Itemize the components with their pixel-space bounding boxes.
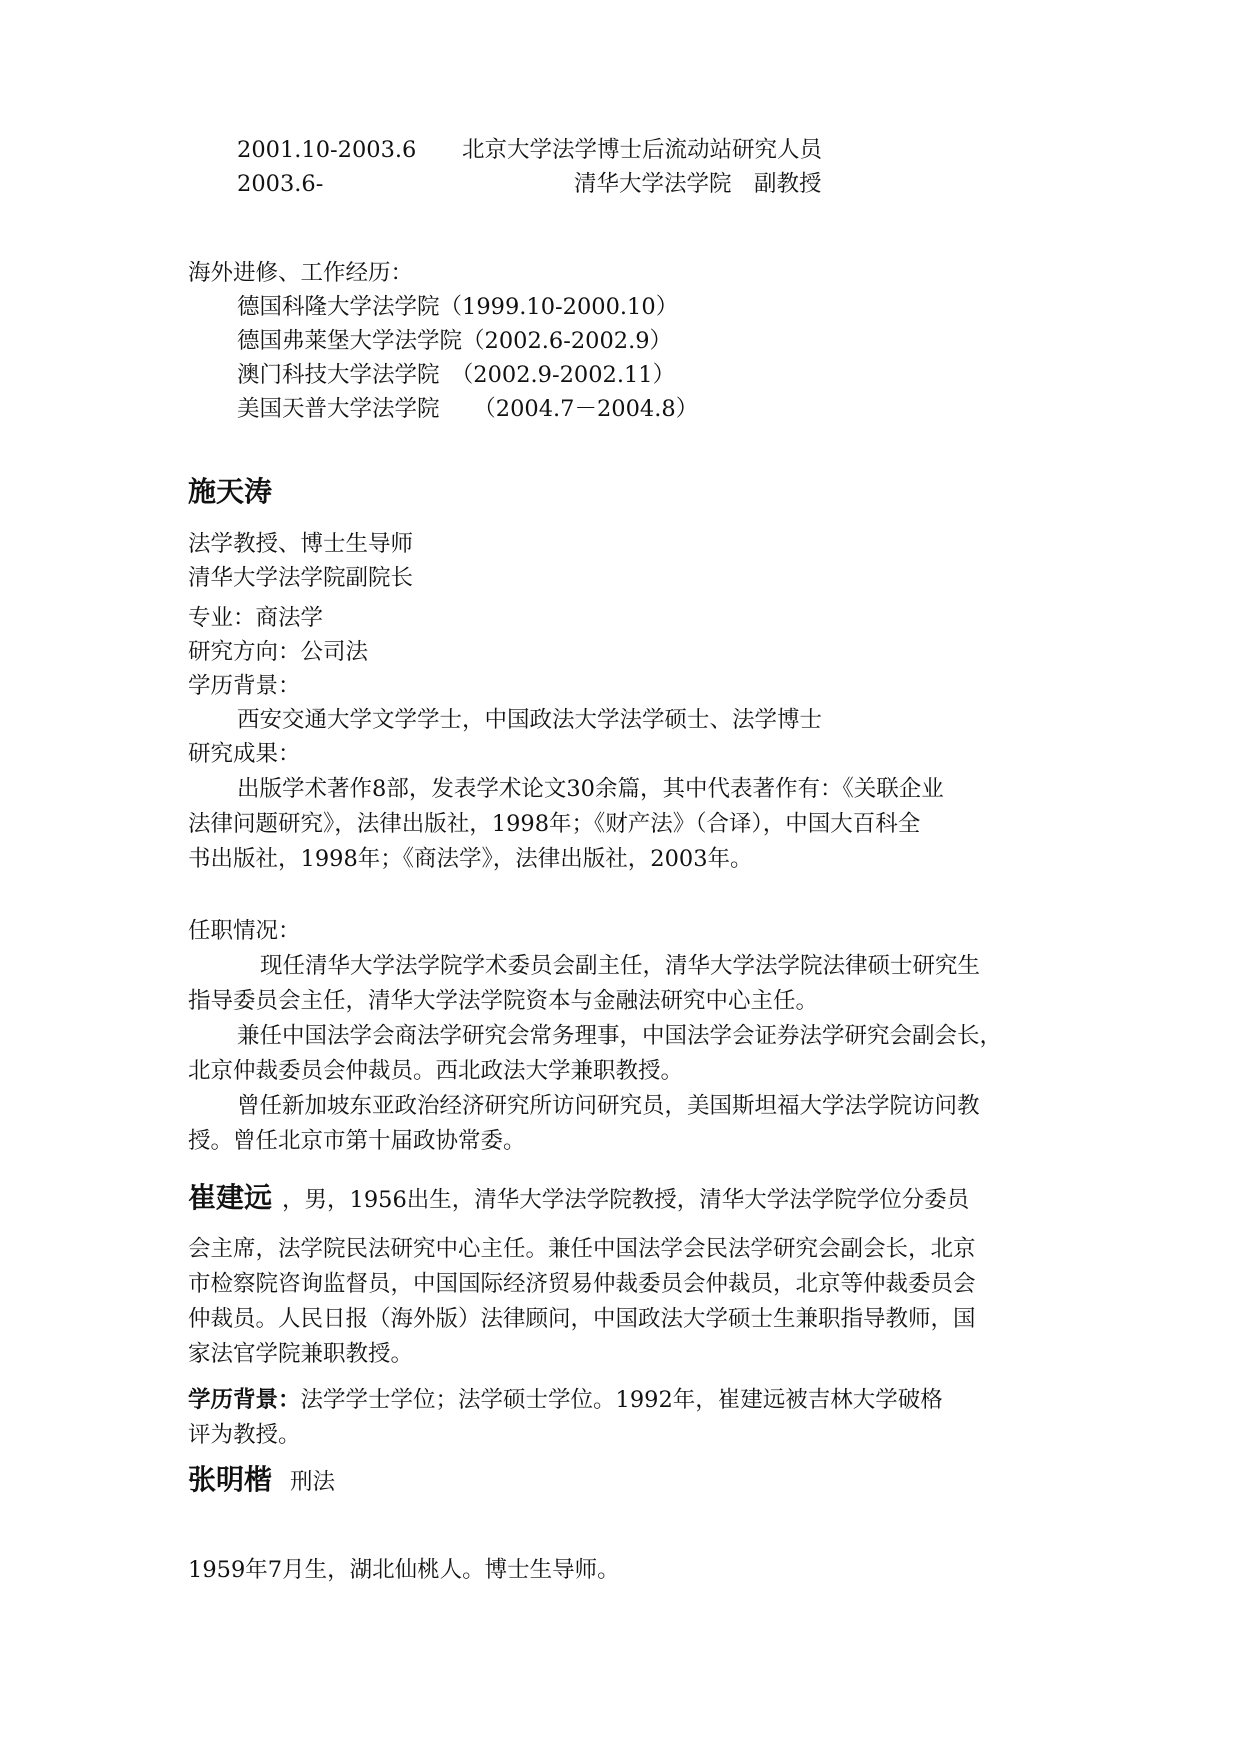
cui-edu-line (188, 1383, 943, 1417)
cui-bio-line: 会主席，法学院民法研究中心主任。兼任中国法学会民法学研究会副会长，北京 (188, 1236, 976, 1262)
shi-research-line: 法律问题研究》，法律出版社，1998年；《财产法》（合译），中国大百科全 (188, 811, 921, 837)
shi-posts-line: 授。曾任北京市第十届政协常委。 (188, 1128, 526, 1154)
career-position: 北京大学法学博士后流动站研究人员 (462, 137, 823, 163)
cui-edu-text: 法学学士学位；法学硕士学位。1992年，崔建远被吉林大学破格 (300, 1387, 943, 1413)
cui-bio-line: 仲裁员。人民日报（海外版）法律顾问，中国政法大学硕士生兼职指导教师，国 (188, 1306, 976, 1332)
shi-edu-label: 学历背景： (188, 673, 301, 699)
shi-title: 清华大学法学院副院长 (188, 565, 414, 591)
overseas-item: 德国弗莱堡大学法学院（2002.6-2002.9） (237, 328, 673, 354)
shi-posts-line: 指导委员会主任，清华大学法学院资本与金融法研究中心主任。 (188, 988, 819, 1014)
career-position: 清华大学法学院 副教授 (574, 171, 822, 197)
shi-direction: 研究方向：公司法 (188, 639, 369, 665)
shi-posts-line: 北京仲裁委员会仲裁员。西北政法大学兼职教授。 (188, 1058, 684, 1084)
cui-intro-line (188, 1178, 969, 1220)
shi-research-label: 研究成果： (188, 741, 301, 767)
overseas-item: 德国科隆大学法学院（1999.10-2000.10） (237, 294, 679, 320)
career-period: 2001.10-2003.6 (237, 137, 417, 163)
cui-edu-label: 学历背景： (188, 1387, 301, 1413)
shi-title: 法学教授、博士生导师 (188, 531, 414, 557)
cui-intro: ，男，1956出生，清华大学法学院教授，清华大学法学院学位分委员 (282, 1187, 970, 1213)
profile-name-shi: 施天涛 (188, 475, 273, 508)
zhang-heading-line (188, 1460, 335, 1502)
cui-bio-line: 市检察院咨询监督员，中国国际经济贸易仲裁委员会仲裁员，北京等仲裁委员会 (188, 1271, 976, 1297)
cui-edu-line: 评为教授。 (188, 1422, 301, 1448)
cui-bio-line: 家法官学院兼职教授。 (188, 1341, 414, 1367)
shi-research-line: 书出版社，1998年；《商法学》，法律出版社，2003年。 (188, 846, 753, 872)
shi-research-line: 出版学术著作8部，发表学术论文30余篇，其中代表著作有：《关联企业 (237, 776, 944, 802)
shi-major: 专业：商法学 (188, 605, 324, 631)
career-row (237, 133, 823, 167)
profile-name-zhang: 张明楷 (188, 1463, 273, 1496)
shi-posts-line: 兼任中国法学会商法学研究会常务理事，中国法学会证券法学研究会副会长， (237, 1023, 1003, 1049)
overseas-item: 美国天普大学法学院 （2004.7－2004.8） (237, 396, 699, 422)
career-period: 2003.6- (237, 171, 324, 197)
overseas-item: 澳门科技大学法学院 （2002.9-2002.11） (237, 362, 676, 388)
shi-posts-line: 现任清华大学法学院学术委员会副主任，清华大学法学院法律硕士研究生 (260, 953, 981, 979)
shi-posts-label: 任职情况： (188, 918, 301, 944)
profile-name-cui: 崔建远 (188, 1181, 273, 1214)
shi-posts-line: 曾任新加坡东亚政治经济研究所访问研究员，美国斯坦福大学法学院访问教 (237, 1093, 980, 1119)
overseas-heading: 海外进修、工作经历： (188, 260, 414, 286)
shi-edu: 西安交通大学文学学士，中国政法大学法学硕士、法学博士 (237, 707, 823, 733)
zhang-bio: 1959年7月生，湖北仙桃人。博士生导师。 (188, 1557, 620, 1583)
career-row (237, 167, 822, 201)
zhang-field: 刑法 (290, 1469, 336, 1495)
